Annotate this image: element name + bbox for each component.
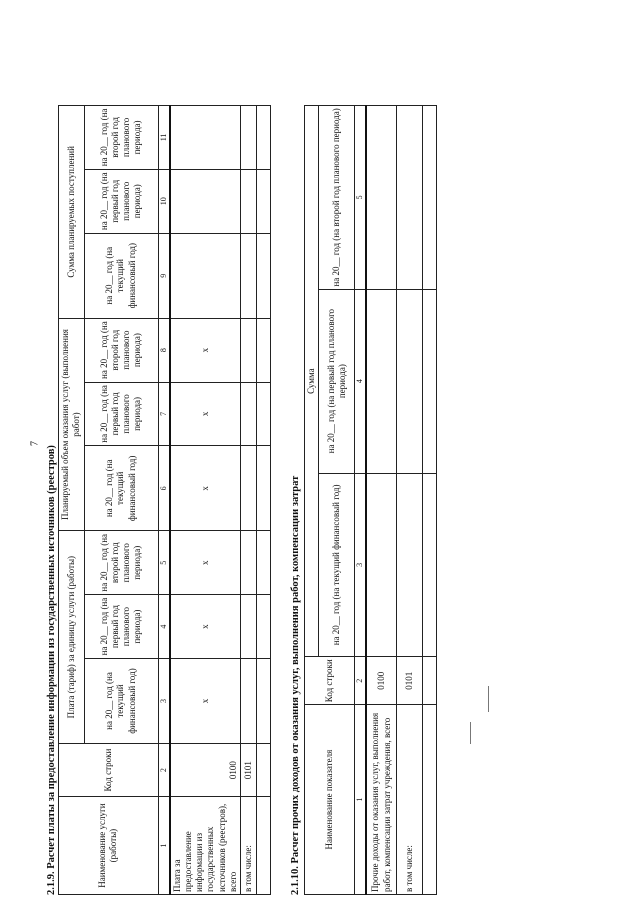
header-volume-first: на 20__ год (на первый год планового периода) <box>84 382 158 446</box>
header-indicator: Наименование показателя <box>305 705 355 895</box>
header-code: Код строки <box>305 657 355 705</box>
header-tariff-group: Плата (тариф) за единицу услуги (работы) <box>59 531 85 744</box>
header-volume-group: Планируемый объем оказания услуг (выполнения работ) <box>59 318 85 531</box>
header-sum-current: на 20__ год (на текущий финансовый год) <box>84 233 158 318</box>
other-income-table <box>304 105 437 895</box>
table-row <box>396 106 422 895</box>
header-code: Код строки <box>59 744 159 797</box>
header-tariff-first: на 20__ год (на первый год планового периода) <box>84 595 158 659</box>
section-title-2-1-10: 2.1.10. Расчет прочих доходов от оказания услуг, выполнения работ, компенсации затрат <box>290 475 301 895</box>
scan-mark <box>470 722 471 744</box>
tariff-table <box>58 105 271 895</box>
header-sum-first: на 20__ год (на первый год планового периода) <box>319 289 355 473</box>
table-row <box>241 106 257 895</box>
row-code: 0100 <box>170 744 241 797</box>
header-volume-current: на 20__ год (на текущий финансовый год) <box>84 446 158 531</box>
index-row: 1 2 3 4 5 6 7 8 9 10 11 <box>158 106 170 895</box>
table-row: Плата за предоставление информации из государственных источников (реестров), всего 0100 х х х х х х <box>170 106 241 895</box>
row-name: в том числе: <box>396 705 422 895</box>
header-sum-current: на 20__ год (на текущий финансовый год) <box>319 473 355 657</box>
index-row: 1 2 3 4 5 <box>355 106 367 895</box>
table-row <box>422 106 436 895</box>
table-row <box>257 106 271 895</box>
header-sum-second: на 20__ год (на второй год планового периода) <box>319 106 355 290</box>
row-code: 0101 <box>241 744 257 797</box>
header-service-name: Наименование услуги (работы) <box>59 797 159 895</box>
header-tariff-second: на 20__ год (на второй год планового периода) <box>84 531 158 595</box>
header-sum: Сумма <box>305 106 319 657</box>
table-row <box>366 106 396 895</box>
row-name: Прочие доходы от оказания услуг, выполнения работ, компенсации затрат учреждения, всего <box>366 705 396 895</box>
row-code: 0101 <box>396 657 422 705</box>
page-number: 7 <box>29 441 41 446</box>
section-title-2-1-9: 2.1.9. Расчет платы за предоставление информации из государственных источников (реестров) <box>46 445 57 895</box>
header-sum-second: на 20__ год (на второй год планового периода) <box>84 106 158 170</box>
header-sum-group: Сумма планируемых поступлений <box>59 106 85 319</box>
header-sum-first: на 20__ год (на первый год планового периода) <box>84 169 158 233</box>
row-name: в том числе: <box>241 797 257 895</box>
header-tariff-current: на 20__ год (на текущий финансовый год) <box>84 658 158 743</box>
row-code: 0100 <box>366 657 396 705</box>
scan-mark <box>488 686 489 712</box>
row-name: Плата за предоставление информации из государственных источников (реестров), всего <box>170 797 241 895</box>
header-volume-second: на 20__ год (на второй год планового периода) <box>84 318 158 382</box>
